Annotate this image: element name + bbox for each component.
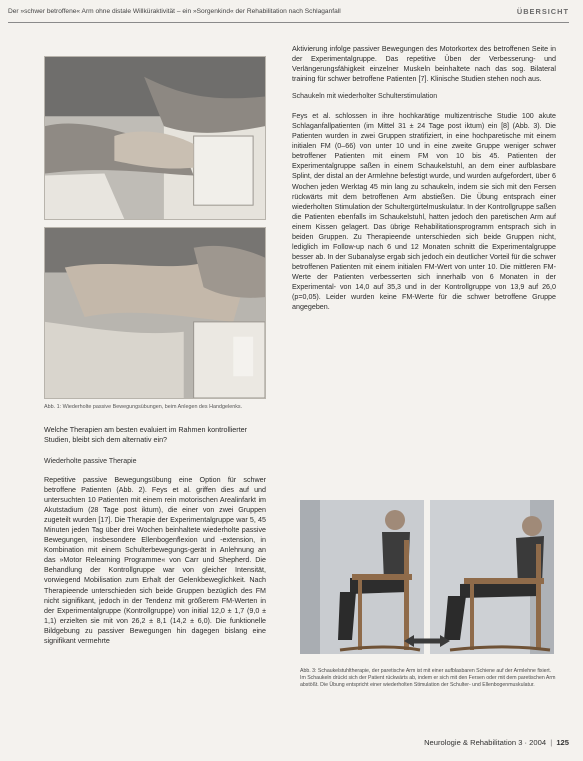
header-rule bbox=[8, 22, 569, 23]
footer-separator: | bbox=[550, 738, 553, 747]
left-column bbox=[44, 56, 266, 646]
journal-name: Neurologie & Rehabilitation 3 · 2004 bbox=[424, 738, 547, 747]
hands-photo-illustration bbox=[45, 57, 265, 219]
figure-3-caption: Abb. 3: Schaukelstuhltherapie, der paretische Arm ist mit einer aufblasbaren Schiene auf der Armlehne fixiert. Im Schaukeln drückt sich der Patient rückwärts ab, indem er sich mit den Fersen oder mit dem paretischen Arm abstößt. Die Übung entspricht einer wiederholten Stimulation der Schulter- und Ellenbogenmuskulatur. bbox=[300, 668, 556, 688]
rocking-chair-photo-right bbox=[430, 500, 554, 654]
section-subhead-rocking: Schaukeln mit wiederholter Schulterstimulation bbox=[292, 93, 438, 101]
page-number: 125 bbox=[556, 738, 569, 747]
right-column bbox=[292, 44, 556, 312]
left-body-paragraph: Repetitive passive Bewegungsübung eine Option für schwer betroffene Patienten (Abb. 2). Feys et al. griffen dies auf und untersuchten 10 Patienten mit einem rein motorischen Arealinfarkt im Akutstadium (28 Tage post iktum), die einer von zwei Gruppen zugeteilt wurden [17]. Die Therapie der Experimentalgruppe war 5, 45 Minuten jeden Tag über drei Wochen beinhaltete wiederholte passive Bewegungen, insbesondere Ellenbogenflexion und -extension, in Kombination mit einem Schulterbewegungs-gerät in Anlehnung an das »Motor Relearning Programme« von Carr und Shepherd. Die Behandlung der Kontrollgruppe war von gleicher Intensität, vorwiegend Mobilisation zum Erhalt der Gelenkbeweglichkeit. Nach Therapieende unterschieden sich beide Gruppen bezüglich des FM nicht signifikant, jedoch in der Tendenz mit größerem FM-Werten in der Experimentalgruppe (Kontrollgruppe) von initial 12,0 ± 1,7 (9,0 ± 1,1) erzielten sie mit von 26,2 ± 8,1 (14,2 ± 6,0). Die funktionelle Bildgebung zu passiver Bewegungen hin dagegen bislang eine signifikant vermehrte bbox=[44, 476, 266, 645]
rocking-chair-photo-left bbox=[300, 500, 424, 654]
intro-paragraph: Welche Therapien am besten evaluiert im Rahmen kontrollierter Studien, bleibt sich dem alternativ ein? bbox=[44, 425, 248, 444]
reclined-patient-illustration bbox=[430, 500, 554, 654]
right-body-paragraph: Feys et al. schlossen in ihre hochkarätige multizentrische Studie 100 akute Schlaganfallpatienten (im Mittel 31 ± 24 Tage post iktum) ein [8] (Abb. 3). Die Patienten wurden in zwei Gruppen stratifiziert, in eine hochparetische mit einem initialen FM (0–66) von unter 10 und in eine zweite Gruppe weniger schwer betroffener Patienten mit einem FM von 10 bis 45. Patienten der Experimentalgruppe saßen in einem Schaukelstuhl, an dem einer aufblasbare Splint, der distal an der Armlehne befestigt wurde, und wurden aufgefordert, über 6 Wochen jeden Werktag 45 min lang zu schaukeln, indem sie sich mit den Fersen rückwärts mit dem betroffenen Arm abstießen. Die Übung entsprach einer wiederholten Stimulation der Schultergürtelmuskulatur. In der Kontrollgruppe saßen die Patienten ebenfalls im Schaukelstuhl, hatten jedoch den paretischen Arm auf einem Kissen gelagert. Das übrige Rehabilitationsprogramm entsprach sich in beiden Gruppen. Zu Therapieende unterschieden sich beide Gruppen nicht, lediglich im Follow-up nach 6 und 12 Monaten schnitt die Experimentalgruppe besser ab. In der Subanalyse ergab sich jedoch ein deutlicher Vorteil für die schwer betroffenen Patienten mit einem initialen FM-Wert von unter 10. Die mittleren FM-Werte der Patienten verbesserten sich innerhalb von 6 Monaten in der Experimental- von 14,0 auf 35,3 und in der Kontrollgruppe von 13,9 auf 26,0 (p=0,05). Leider wurden keine FM-Werte für die schwer betroffene Gruppe angegeben. bbox=[292, 112, 556, 312]
arm-support-photo-illustration bbox=[45, 228, 265, 398]
running-title: Der »schwer betroffene« Arm ohne distale Willküraktivität – ein »Sorgenkind« der Rehabilitation nach Schlaganfall bbox=[8, 8, 341, 15]
seated-patient-illustration bbox=[300, 500, 424, 654]
section-label: ÜBERSICHT bbox=[516, 7, 569, 16]
figure-1-caption: Abb. 1: Wiederholte passive Bewegungsübungen, beim Anlegen des Handgelenks. bbox=[44, 404, 243, 410]
therapy-photo-top bbox=[44, 56, 266, 220]
double-arrow-icon bbox=[402, 634, 452, 648]
figure-3-rocking-chair bbox=[300, 500, 556, 660]
therapy-photo-bottom bbox=[44, 227, 266, 399]
section-subhead-passive: Wiederholte passive Therapie bbox=[44, 458, 137, 465]
page-footer bbox=[424, 738, 569, 747]
running-header bbox=[0, 0, 583, 26]
right-top-paragraph: Aktivierung infolge passiver Bewegungen des Motorkortex des betroffenen Seite in der Experimentalgruppe. Das repetitive Üben der Verbesserung- und Verlängerungsfähigkeit einzelner Muskeln beinhaltete nach das sog. Bilateral training für schwer betroffene Patienten [7]. Klinische Studien stehen noch aus. bbox=[292, 45, 556, 84]
